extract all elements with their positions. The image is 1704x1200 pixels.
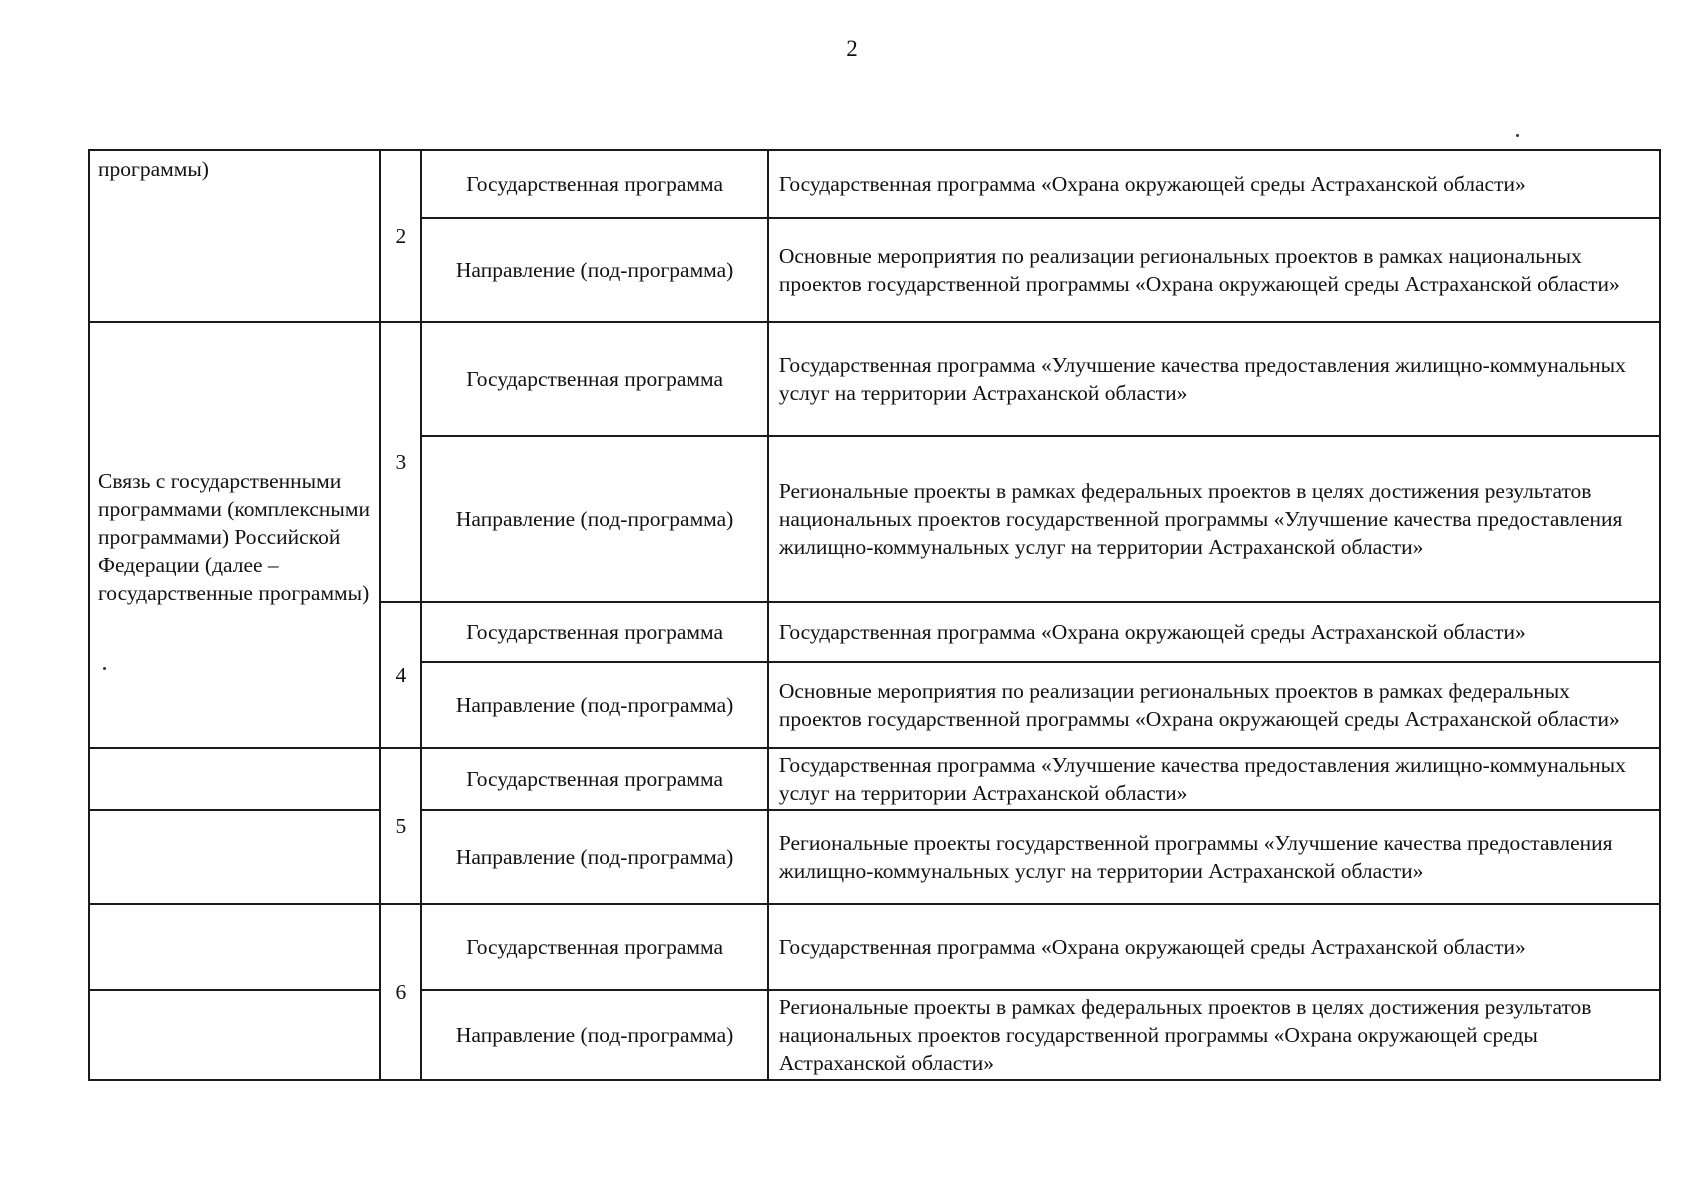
topic-cell: Связь с государственными программами (комплексными программами) Российской Федерации (далее – государственные программы)	[89, 322, 380, 748]
description-cell: Региональные проекты в рамках федеральных проектов в целях достижения результатов национальных проектов государственной программы «Улучшение качества предоставления жилищно-коммунальных услуг на территории Астраханской области»	[768, 436, 1660, 602]
topic-empty-cell	[89, 904, 380, 990]
kind-cell: Государственная программа	[421, 904, 767, 990]
page-number: 2	[846, 36, 858, 61]
topic-empty-cell	[89, 810, 380, 904]
description-cell: Основные мероприятия по реализации региональных проектов в рамках федеральных проектов государственной программы «Охрана окружающей среды Астраханской области»	[768, 662, 1660, 748]
kind-cell: Государственная программа	[421, 150, 767, 218]
description-cell: Государственная программа «Охрана окружающей среды Астраханской области»	[768, 904, 1660, 990]
row-number: 6	[380, 904, 421, 1080]
description-cell: Государственная программа «Улучшение качества предоставления жилищно-коммунальных услуг на территории Астраханской области»	[768, 748, 1660, 810]
table-row	[89, 990, 1660, 1080]
description-cell: Региональные проекты в рамках федеральных проектов в целях достижения результатов национальных проектов государственной программы «Охрана окружающей среды Астраханской области»	[768, 990, 1660, 1080]
kind-cell: Направление (под-программа)	[421, 990, 767, 1080]
description-cell: Основные мероприятия по реализации региональных проектов в рамках национальных проектов государственной программы «Охрана окружающей среды Астраханской области»	[768, 218, 1660, 322]
topic-empty-cell	[89, 990, 380, 1080]
scan-speck	[103, 667, 106, 670]
topic-empty-cell	[89, 748, 380, 810]
row-number: 4	[380, 602, 421, 748]
description-cell: Государственная программа «Охрана окружающей среды Астраханской области»	[768, 602, 1660, 662]
table-row	[89, 322, 1660, 436]
table-row	[89, 748, 1660, 810]
table-row	[89, 150, 1660, 218]
programs-table	[88, 149, 1661, 1081]
kind-cell: Государственная программа	[421, 322, 767, 436]
kind-cell: Государственная программа	[421, 748, 767, 810]
row-number: 3	[380, 322, 421, 602]
description-cell: Региональные проекты государственной программы «Улучшение качества предоставления жилищно-коммунальных услуг на территории Астраханской области»	[768, 810, 1660, 904]
kind-cell: Направление (под-программа)	[421, 810, 767, 904]
topic-continuation-cell: программы)	[89, 150, 380, 322]
row-number: 2	[380, 150, 421, 322]
kind-cell: Направление (под-программа)	[421, 662, 767, 748]
kind-cell: Направление (под-программа)	[421, 436, 767, 602]
row-number: 5	[380, 748, 421, 904]
kind-cell: Государственная программа	[421, 602, 767, 662]
table-row	[89, 810, 1660, 904]
kind-cell: Направление (под-программа)	[421, 218, 767, 322]
description-cell: Государственная программа «Улучшение качества предоставления жилищно-коммунальных услуг на территории Астраханской области»	[768, 322, 1660, 436]
table-row	[89, 904, 1660, 990]
description-cell: Государственная программа «Охрана окружающей среды Астраханской области»	[768, 150, 1660, 218]
scan-speck	[1516, 134, 1519, 137]
